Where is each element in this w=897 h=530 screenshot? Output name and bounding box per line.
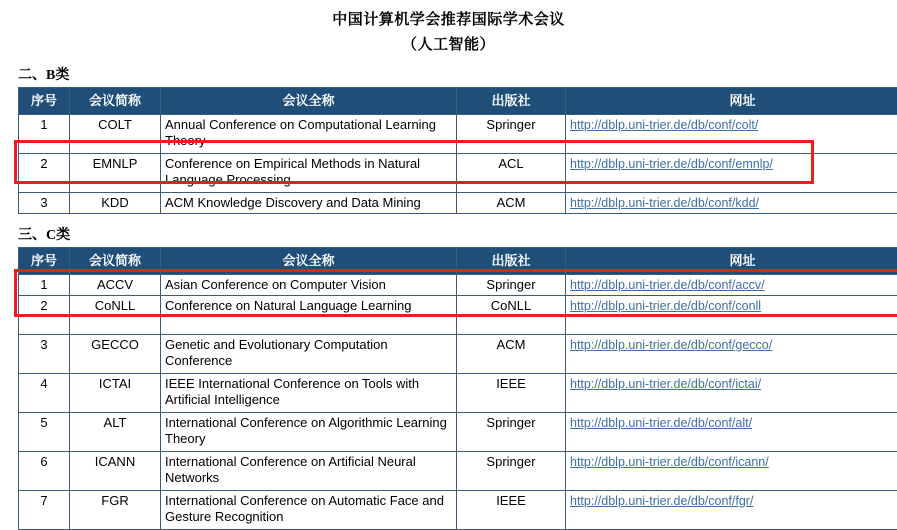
cell-index: 6 <box>19 452 70 491</box>
cell-publisher: Springer <box>457 275 566 296</box>
column-header-fullname: 会议全称 <box>161 248 457 275</box>
cell-url <box>566 335 897 374</box>
cell-fullname: Annual Conference on Computational Learning Theory <box>161 115 457 154</box>
cell-fullname: IEEE International Conference on Tools with Artificial Intelligence <box>161 374 457 413</box>
conference-link[interactable]: http://dblp.uni-trier.de/db/conf/fgr/ <box>570 494 753 508</box>
table-row <box>19 296 897 335</box>
page-title-line2: （人工智能） <box>0 29 897 54</box>
cell-url <box>566 491 897 530</box>
cell-url <box>566 115 897 154</box>
cell-fullname: Conference on Empirical Methods in Natural Language Processing <box>161 154 457 193</box>
page-title-line1: 中国计算机学会推荐国际学术会议 <box>0 0 897 29</box>
cell-abbr: FGR <box>70 491 161 530</box>
section-heading-b: 二、B类 <box>18 64 897 84</box>
cell-url <box>566 193 897 214</box>
conference-table-b <box>18 87 897 214</box>
cell-index: 5 <box>19 413 70 452</box>
table-row <box>19 413 897 452</box>
cell-url <box>566 154 897 193</box>
conference-link[interactable]: http://dblp.uni-trier.de/db/conf/kdd/ <box>570 196 759 210</box>
cell-publisher: IEEE <box>457 491 566 530</box>
cell-abbr: COLT <box>70 115 161 154</box>
table-header-row <box>19 248 897 275</box>
conference-link[interactable]: http://dblp.uni-trier.de/db/conf/conll <box>570 299 761 313</box>
column-header-fullname: 会议全称 <box>161 88 457 115</box>
cell-url <box>566 413 897 452</box>
table-row <box>19 335 897 374</box>
cell-publisher: ACL <box>457 154 566 193</box>
cell-fullname: International Conference on Algorithmic Learning Theory <box>161 413 457 452</box>
cell-abbr: GECCO <box>70 335 161 374</box>
conference-link[interactable]: http://dblp.uni-trier.de/db/conf/alt/ <box>570 416 752 430</box>
column-header-index: 序号 <box>19 248 70 275</box>
column-header-abbr: 会议简称 <box>70 88 161 115</box>
conference-link[interactable]: http://dblp.uni-trier.de/db/conf/accv/ <box>570 278 765 292</box>
cell-fullname: Asian Conference on Computer Vision <box>161 275 457 296</box>
cell-publisher: Springer <box>457 452 566 491</box>
cell-abbr: ACCV <box>70 275 161 296</box>
conference-link[interactable]: http://dblp.uni-trier.de/db/conf/emnlp/ <box>570 157 773 171</box>
conference-link[interactable]: http://dblp.uni-trier.de/db/conf/icann/ <box>570 455 769 469</box>
cell-publisher: Springer <box>457 115 566 154</box>
column-header-index: 序号 <box>19 88 70 115</box>
cell-url <box>566 296 897 335</box>
cell-index: 3 <box>19 335 70 374</box>
cell-url <box>566 452 897 491</box>
table-row <box>19 374 897 413</box>
cell-index: 7 <box>19 491 70 530</box>
cell-abbr: CoNLL <box>70 296 161 335</box>
table-row <box>19 275 897 296</box>
cell-abbr: EMNLP <box>70 154 161 193</box>
table-header-row <box>19 88 897 115</box>
cell-url <box>566 275 897 296</box>
cell-publisher: Springer <box>457 413 566 452</box>
cell-fullname: International Conference on Automatic Face and Gesture Recognition <box>161 491 457 530</box>
table-row <box>19 193 897 214</box>
column-header-publisher: 出版社 <box>457 248 566 275</box>
cell-index: 2 <box>19 154 70 193</box>
cell-publisher: CoNLL <box>457 296 566 335</box>
cell-url <box>566 374 897 413</box>
conference-link[interactable]: http://dblp.uni-trier.de/db/conf/ictai/ <box>570 377 761 391</box>
cell-fullname: Genetic and Evolutionary Computation Conference <box>161 335 457 374</box>
cell-fullname: International Conference on Artificial Neural Networks <box>161 452 457 491</box>
conference-link[interactable]: http://dblp.uni-trier.de/db/conf/colt/ <box>570 118 758 132</box>
cell-abbr: KDD <box>70 193 161 214</box>
cell-index: 4 <box>19 374 70 413</box>
cell-abbr: ICTAI <box>70 374 161 413</box>
cell-abbr: ICANN <box>70 452 161 491</box>
cell-abbr: ALT <box>70 413 161 452</box>
cell-index: 2 <box>19 296 70 335</box>
cell-index: 1 <box>19 115 70 154</box>
column-header-abbr: 会议简称 <box>70 248 161 275</box>
column-header-url: 网址 <box>566 88 897 115</box>
section-heading-c: 三、C类 <box>18 224 897 244</box>
cell-index: 1 <box>19 275 70 296</box>
table-row <box>19 115 897 154</box>
table-row <box>19 491 897 530</box>
cell-publisher: ACM <box>457 335 566 374</box>
cell-publisher: IEEE <box>457 374 566 413</box>
cell-fullname: Conference on Natural Language Learning <box>161 296 457 335</box>
conference-table-c <box>18 247 897 530</box>
table-row <box>19 154 897 193</box>
cell-publisher: ACM <box>457 193 566 214</box>
table-row <box>19 452 897 491</box>
cell-index: 3 <box>19 193 70 214</box>
column-header-publisher: 出版社 <box>457 88 566 115</box>
column-header-url: 网址 <box>566 248 897 275</box>
cell-fullname: ACM Knowledge Discovery and Data Mining <box>161 193 457 214</box>
conference-link[interactable]: http://dblp.uni-trier.de/db/conf/gecco/ <box>570 338 772 352</box>
